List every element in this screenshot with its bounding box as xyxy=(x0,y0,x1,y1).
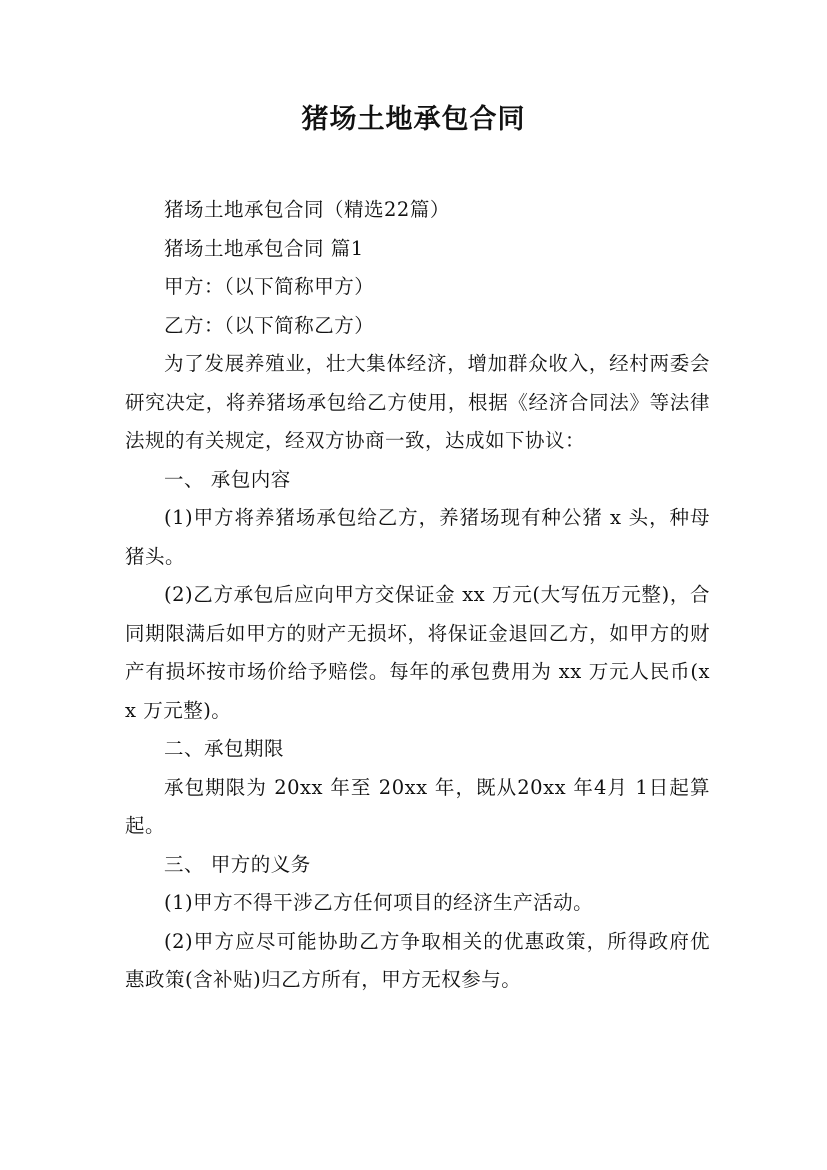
paragraph-clause-1-1: (1)甲方将养猪场承包给乙方，养猪场现有种公猪 x 头，种母猪头。 xyxy=(125,506,710,568)
paragraph-subtitle: 猪场土地承包合同（精选22篇） xyxy=(164,198,450,221)
heading-party-a-obligations: 三、 甲方的义务 xyxy=(164,852,311,876)
paragraph-section-heading: 猪场土地承包合同 篇1 xyxy=(164,236,364,260)
paragraph-party-a: 甲方：（以下简称甲方） xyxy=(164,275,375,298)
paragraph-preamble: 为了发展养殖业，壮大集体经济，增加群众收入，经村两委会研究决定，将养猪场承包给乙方使用，根据《经济合同法》等法律法规的有关规定，经双方协商一致，达成如下协议： xyxy=(125,352,710,452)
document-title: 猪场土地承包合同 xyxy=(301,104,526,135)
document-body xyxy=(125,191,710,1000)
heading-contract-term: 二、承包期限 xyxy=(164,737,285,760)
heading-contract-content: 一、 承包内容 xyxy=(164,467,291,491)
paragraph-clause-1-2: (2)乙方承包后应向甲方交保证金 xx 万元(大写伍万元整)，合同期限满后如甲方的财产无损坏，将保证金退回乙方，如甲方的财产有损坏按市场价给予赔偿。每年的承包费用为 xx 万元人民币(xx 万元整)。 xyxy=(125,583,710,722)
paragraph-clause-3-1: (1)甲方不得干涉乙方任何项目的经济生产活动。 xyxy=(164,891,594,914)
paragraph-term: 承包期限为 20xx 年至 20xx 年，既从20xx 年4月 1日起算起。 xyxy=(125,775,710,837)
paragraph-clause-3-2: (2)甲方应尽可能协助乙方争取相关的优惠政策，所得政府优惠政策(含补贴)归乙方所有，甲方无权参与。 xyxy=(125,929,710,991)
paragraph-party-b: 乙方：（以下简称乙方） xyxy=(164,313,375,337)
